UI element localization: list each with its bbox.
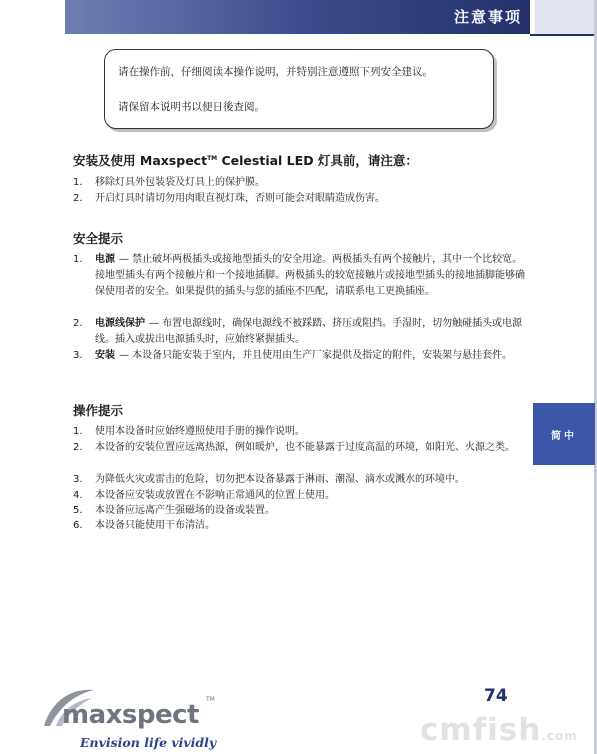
list-number: 1. <box>73 254 83 265</box>
list-number: 3. <box>73 474 83 485</box>
list-text: 移除灯具外包装袋及灯具上的保护膜。 <box>95 177 265 188</box>
page-title: 注意事项 <box>453 8 522 26</box>
list-text: — 布置电源线时，确保电源线不被踩踏、挤压或阻挡。手湿时，切勿触碰插头或电源线。插入或拔出电源插头时，应始终紧握插头。 <box>95 318 523 346</box>
list-item <box>73 472 528 488</box>
operation-section-title: 操作提示 <box>73 403 124 418</box>
list-number: 4. <box>73 490 83 501</box>
list-item <box>73 252 528 301</box>
watermark-main: cmfish <box>420 712 542 748</box>
list-text: — 禁止破坏两极插头或接地型插头的安全用途。两极插头有两个接触片，其中一个比较宽。接地型插头有两个接触片和一个接地插脚。两极插头的较宽接触片或接地型插头的接地插脚能够确保使用者的安全。如果提供的插头与您的插座不匹配，请联系电工更换插座。 <box>95 254 525 298</box>
page-number: 74 <box>484 686 508 706</box>
install-title-suffix: Celestial LED 灯具前，请注意： <box>221 153 418 168</box>
notice-box <box>104 49 494 129</box>
list-item <box>73 424 528 440</box>
list-text: 使用本设备时应始终遵照使用手册的操作说明。 <box>95 426 305 437</box>
list-item <box>73 440 528 456</box>
list-item <box>73 191 528 207</box>
list-number: 2. <box>73 318 83 329</box>
maxspect-logo <box>38 680 218 750</box>
notice-line-keep: 请保留本说明书以便日後查阅。 <box>118 101 265 113</box>
list-item <box>73 488 528 504</box>
notice-line-read: 请在操作前，仔细阅读本操作说明，并特别注意遵照下列安全建议。 <box>118 66 433 78</box>
list-text: 为降低火灾或雷击的危险，切勿把本设备暴露于淋雨、潮湿、滴水或溅水的环境中。 <box>95 474 465 485</box>
list-number: 6. <box>73 520 83 531</box>
list-number: 1. <box>73 426 83 437</box>
language-tab[interactable]: 简中 <box>533 403 595 465</box>
list-text: — 本设备只能安装于室内，并且使用由生产厂家提供及指定的附件，安装架与悬挂套件。 <box>119 350 513 361</box>
list-number: 2. <box>73 442 83 453</box>
list-item <box>73 316 528 348</box>
install-section-title <box>73 151 418 169</box>
logo-tm: TM <box>206 696 215 703</box>
install-title-brand: Maxspect <box>139 153 208 168</box>
safety-section-title: 安全提示 <box>73 231 124 246</box>
item-lead-install: 安装 <box>95 350 115 361</box>
watermark-suffix: .com <box>541 729 578 743</box>
list-number: 1. <box>73 177 83 188</box>
list-text: 本设备只能使用干布清洁。 <box>95 520 215 531</box>
item-lead-power: 电源 <box>95 254 115 265</box>
list-text: 开启灯具时请切勿用肉眼直视灯珠，否则可能会对眼睛造成伤害。 <box>95 193 385 204</box>
list-text: 本设备应安装或放置在不影响正常通风的位置上使用。 <box>95 490 335 501</box>
install-title-tm: TM <box>207 154 218 162</box>
list-item <box>73 175 528 191</box>
list-number: 2. <box>73 193 83 204</box>
item-lead-cord: 电源线保护 <box>95 318 145 329</box>
logo-wordmark: maxspect <box>62 700 199 730</box>
header-underline <box>530 34 594 36</box>
install-title-prefix: 安装及使用 <box>73 153 136 168</box>
header-side-block <box>535 0 594 34</box>
list-item <box>73 503 528 519</box>
watermark <box>420 712 578 748</box>
list-item <box>73 348 528 364</box>
list-text: 本设备应远离产生强磁场的设备或装置。 <box>95 505 275 516</box>
logo-tagline: Envision life vividly <box>80 735 217 750</box>
list-item <box>73 518 528 534</box>
header-bar <box>65 0 530 34</box>
list-number: 5. <box>73 505 83 516</box>
list-text: 本设备的安装位置应远离热源，例如暖炉，也不能暴露于过度高温的环境，如阳光、火源之类。 <box>95 442 515 453</box>
list-number: 3. <box>73 350 83 361</box>
